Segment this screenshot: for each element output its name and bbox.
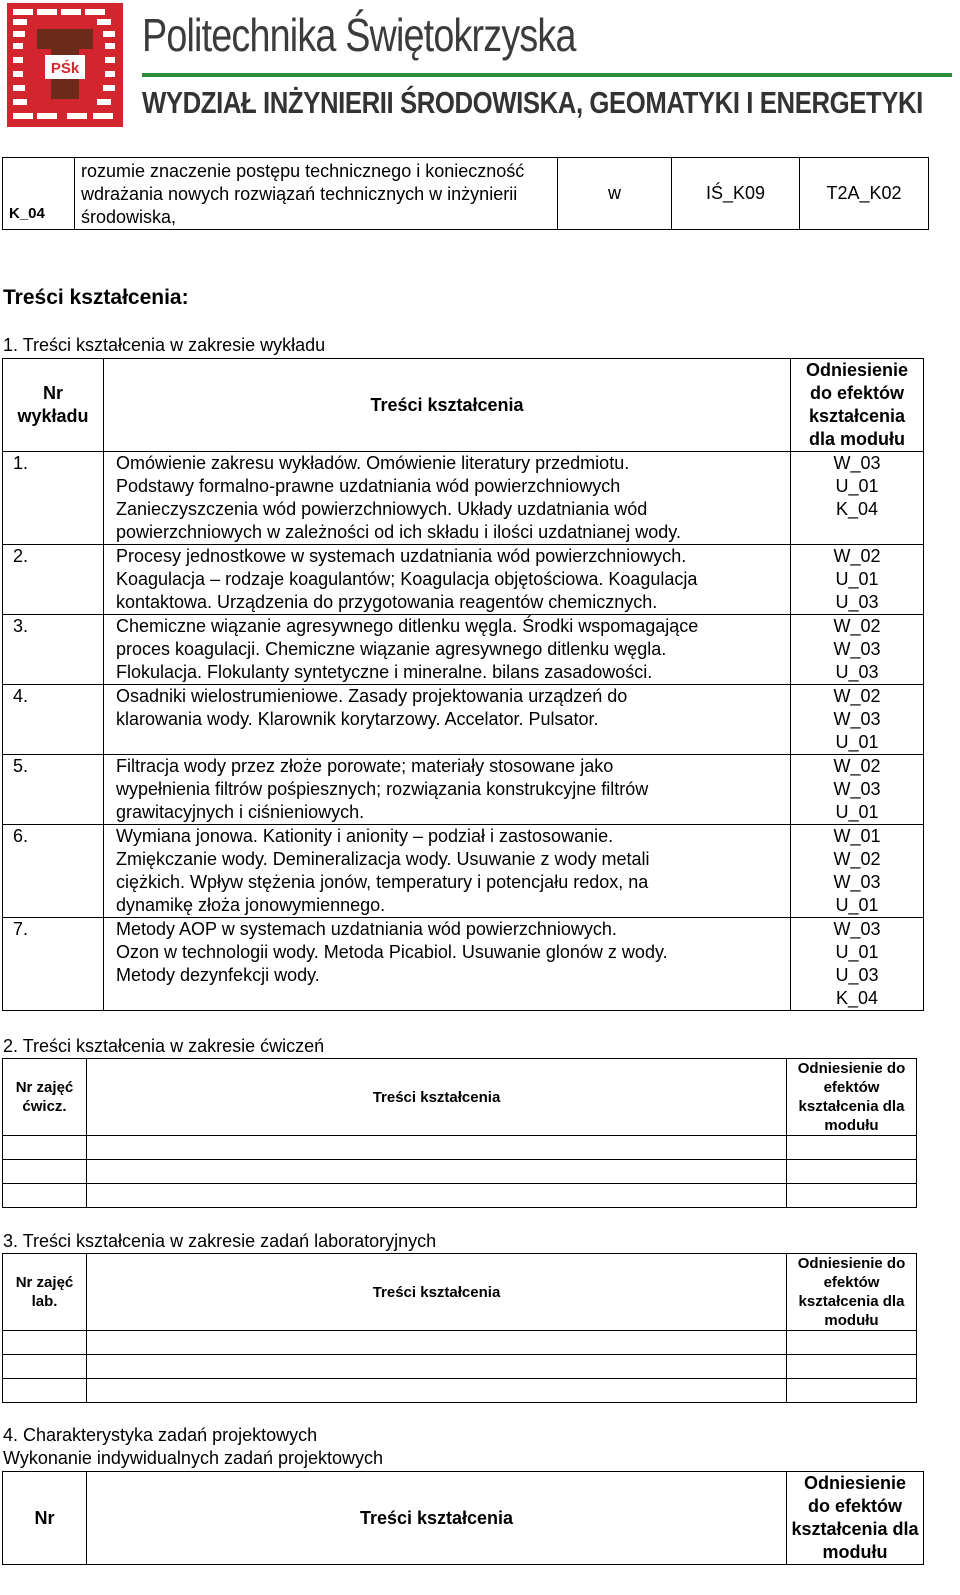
lab-col-nr: Nr zajęć lab.	[3, 1254, 87, 1331]
lecture-line: proces koagulacji. Chemiczne wiązanie agresywnego ditlenku węgla.	[116, 639, 667, 659]
effect-ref: K_04	[835, 499, 879, 519]
lecture-row	[3, 755, 924, 825]
effect-ref: W_03	[833, 639, 881, 659]
lecture-line: ciężkich. Wpływ stężenia jonów, temperatury i potencjału redox, na	[116, 872, 649, 892]
labs-heading: 3. Treści kształcenia w zakresie zadań laboratoryjnych	[3, 1231, 437, 1251]
lecture-content	[104, 685, 791, 755]
labs-table	[2, 1253, 917, 1403]
ex-col-content: Treści kształcenia	[87, 1059, 787, 1136]
lecture-line: Procesy jednostkowe w systemach uzdatniania wód powierzchniowych.	[116, 546, 687, 566]
lecture-line: Podstawy formalno-prawne uzdatniania wód powierzchniowych	[116, 476, 621, 496]
lecture-line: dynamikę złoża jonowymiennego.	[116, 895, 386, 915]
effect-table	[2, 157, 929, 230]
lecture-number: 2.	[3, 545, 104, 615]
ex-empty-cell	[3, 1136, 87, 1160]
lecture-refs	[791, 685, 924, 755]
lecture-refs	[791, 825, 924, 918]
effect-ref: W_01	[833, 826, 881, 846]
effect-ref: K_04	[835, 988, 879, 1008]
effect-ref: U_03	[835, 592, 879, 612]
lecture-line: grawitacyjnych i ciśnieniowych.	[116, 802, 365, 822]
lab-empty-cell	[3, 1331, 87, 1355]
effect-ref: W_02	[833, 616, 881, 636]
lab-col-content: Treści kształcenia	[87, 1254, 787, 1331]
projects-heading: 4. Charakterystyka zadań projektowych	[3, 1425, 318, 1445]
effect-ref: U_01	[835, 569, 879, 589]
col-header-nr: Nr wykładu	[3, 359, 104, 452]
projects-table	[2, 1471, 924, 1565]
lecture-content	[104, 825, 791, 918]
col-header-content: Treści kształcenia	[104, 359, 791, 452]
lecture-content	[104, 452, 791, 545]
effect-ref: W_02	[833, 686, 881, 706]
lecture-number: 3.	[3, 615, 104, 685]
lab-col-ref: Odniesienie do efektów kształcenia dla modułu	[787, 1254, 917, 1331]
effect-ref: U_01	[835, 732, 879, 752]
lecture-line: kontaktowa. Urządzenia do przygotowania reagentów chemicznych.	[116, 592, 658, 612]
lecture-number: 1.	[3, 452, 104, 545]
lecture-number: 7.	[3, 918, 104, 1011]
effect-ref: W_03	[833, 919, 881, 939]
ex-col-nr: Nr zajęć ćwicz.	[3, 1059, 87, 1136]
exercises-table	[2, 1058, 917, 1208]
lecture-refs	[791, 452, 924, 545]
col-header-ref: Odniesienie do efektów kształcenia dla modułu	[791, 359, 924, 452]
lecture-number: 6.	[3, 825, 104, 918]
effect-ref2: T2A_K02	[800, 158, 929, 230]
lecture-line: wypełnienia filtrów pośpiesznych; rozwiązania konstrukcyjne filtrów	[116, 779, 649, 799]
effect-ref: W_02	[833, 849, 881, 869]
effect-ref: W_03	[833, 779, 881, 799]
lecture-line: Zanieczyszczenia wód powierzchniowych. Układy uzdatniania wód	[116, 499, 648, 519]
logo-text: PŚk	[50, 60, 80, 77]
university-name: Politechnika Świętokrzyska	[142, 9, 576, 61]
lecture-refs	[791, 545, 924, 615]
proj-col-ref: Odniesienie do efektów kształcenia dla modułu	[787, 1472, 924, 1565]
effect-ref: W_03	[833, 453, 881, 473]
lecture-line: Chemiczne wiązanie agresywnego ditlenku węgla. Środki wspomagające	[116, 616, 699, 636]
lecture-line: Filtracja wody przez złoże porowate; materiały stosowane jako	[116, 756, 614, 776]
lecture-row	[3, 452, 924, 545]
faculty-name: WYDZIAŁ INŻYNIERII ŚRODOWISKA, GEOMATYKI I ENERGETYKI	[142, 85, 923, 120]
proj-col-content: Treści kształcenia	[87, 1472, 787, 1565]
lectures-table	[2, 358, 924, 1011]
lectures-heading: 1. Treści kształcenia w zakresie wykładu	[3, 335, 326, 355]
effect-ref: W_03	[833, 872, 881, 892]
lecture-number: 4.	[3, 685, 104, 755]
effect-ref: W_02	[833, 546, 881, 566]
exercises-heading: 2. Treści kształcenia w zakresie ćwiczeń	[3, 1036, 325, 1056]
lecture-line: Ozon w technologii wody. Metoda Picabiol. Usuwanie glonów z wody.	[116, 942, 668, 962]
effect-ref: U_01	[835, 895, 879, 915]
lecture-refs	[791, 615, 924, 685]
lecture-content	[104, 545, 791, 615]
lecture-line: Omówienie zakresu wykładów. Omówienie literatury przedmiotu.	[116, 453, 630, 473]
lecture-number: 5.	[3, 755, 104, 825]
effect-ref: U_01	[835, 942, 879, 962]
effect-ref1: IŚ_K09	[672, 158, 800, 230]
lecture-line: Koagulacja – rodzaje koagulantów; Koagulacja objętościowa. Koagulacja	[116, 569, 698, 589]
lecture-refs	[791, 755, 924, 825]
effect-ref: U_01	[835, 802, 879, 822]
lecture-line: Flokulacja. Flokulanty syntetyczne i mineralne. bilans zasadowości.	[116, 662, 653, 682]
lecture-line: Metody dezynfekcji wody.	[116, 965, 320, 985]
lecture-row	[3, 685, 924, 755]
lecture-line: Osadniki wielostrumieniowe. Zasady projektowania urządzeń do	[116, 686, 628, 706]
effect-ref: W_02	[833, 756, 881, 776]
lecture-content	[104, 755, 791, 825]
projects-subheading: Wykonanie indywidualnych zadań projektowych	[3, 1448, 384, 1468]
lecture-content	[104, 918, 791, 1011]
university-logo	[7, 3, 123, 127]
lecture-line: Zmiękczanie wody. Demineralizacja wody. Usuwanie z wody metali	[116, 849, 650, 869]
effect-code: K_04	[3, 158, 75, 230]
ex-col-ref: Odniesienie do efektów kształcenia dla modułu	[787, 1059, 917, 1136]
lecture-line: klarowania wody. Klarownik korytarzowy. Accelator. Pulsator.	[116, 709, 599, 729]
lecture-content	[104, 615, 791, 685]
lecture-row	[3, 825, 924, 918]
lecture-row	[3, 918, 924, 1011]
header-divider	[142, 73, 952, 77]
effect-description: rozumie znaczenie postępu technicznego i konieczność wdrażania nowych rozwiązań technicznych w inżynierii środowiska,	[75, 158, 558, 230]
effect-form: w	[558, 158, 672, 230]
lecture-line: Metody AOP w systemach uzdatniania wód powierzchniowych.	[116, 919, 617, 939]
section-title: Treści kształcenia:	[3, 286, 189, 309]
lecture-line: Wymiana jonowa. Kationity i anionity – podział i zastosowanie.	[116, 826, 614, 846]
lecture-row	[3, 615, 924, 685]
effect-ref: U_01	[835, 476, 879, 496]
lecture-row	[3, 545, 924, 615]
lecture-refs	[791, 918, 924, 1011]
effect-ref: W_03	[833, 709, 881, 729]
effect-ref: U_03	[835, 662, 879, 682]
lecture-line: powierzchniowych w zależności od ich składu i ilości uzdatnianej wody.	[116, 522, 681, 542]
effect-ref: U_03	[835, 965, 879, 985]
proj-col-nr: Nr	[3, 1472, 87, 1565]
